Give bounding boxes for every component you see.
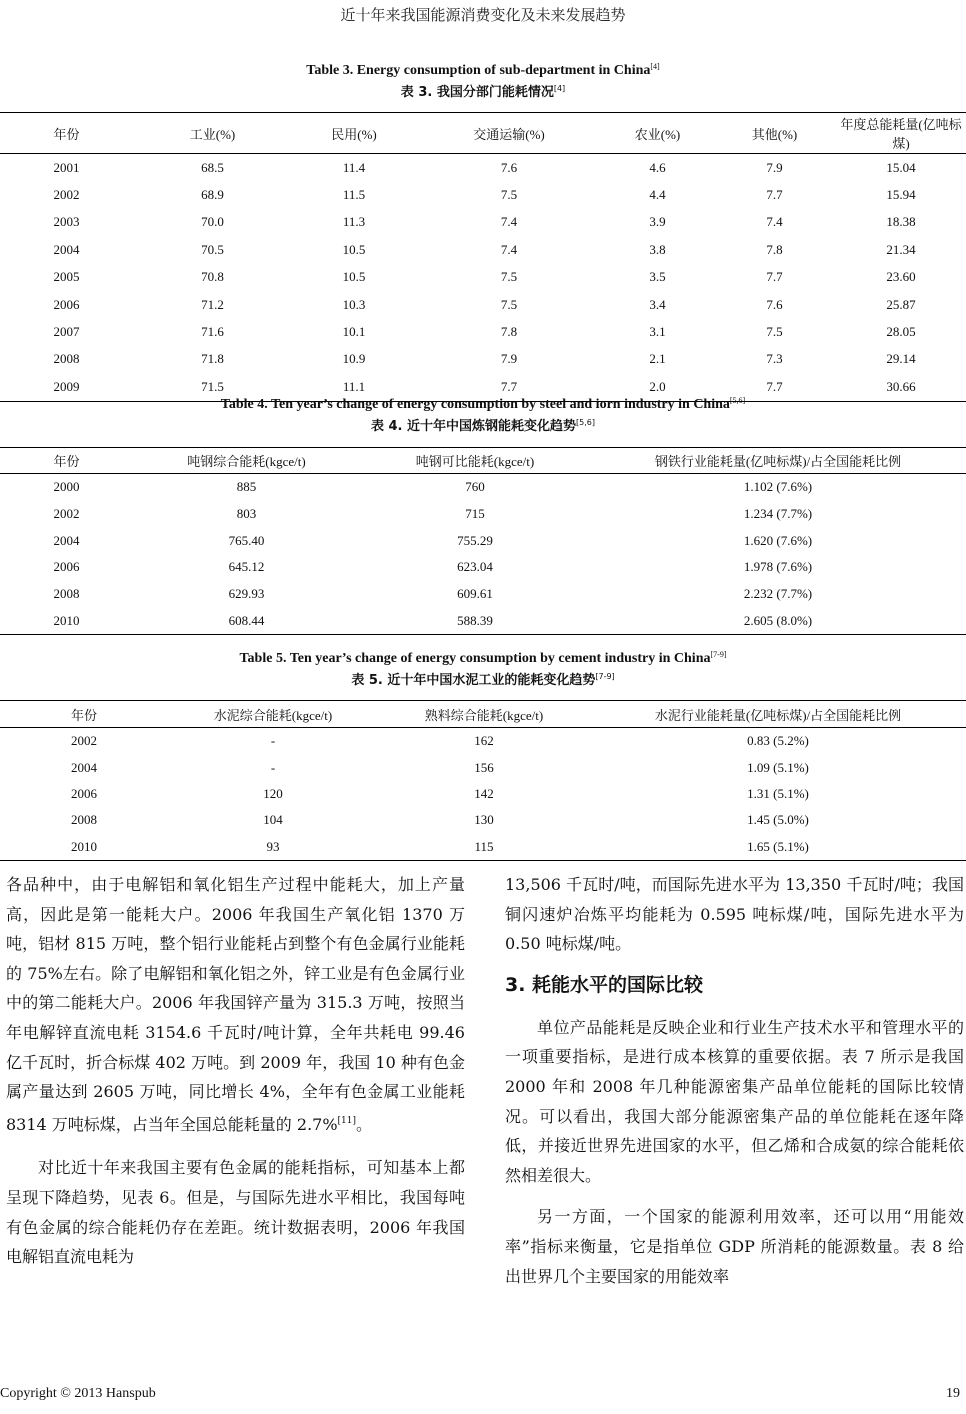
table4 (0, 447, 966, 635)
table-cell: 2010 (0, 834, 168, 861)
table-cell: 2002 (53, 506, 80, 522)
table-cell: 11.1 (292, 373, 416, 401)
table-cell: 7.7 (713, 373, 836, 401)
table-cell: 2.1 (649, 351, 666, 367)
table-row (0, 209, 966, 236)
table5-caption-en-ref: [7-9] (710, 650, 727, 659)
table3-caption-en: Table 3. Energy consumption of sub-department in China (306, 63, 651, 78)
table-row (0, 474, 966, 501)
column-header: 年份 (0, 701, 168, 728)
table-cell: 7.4 (766, 214, 783, 230)
table5 (0, 700, 966, 861)
table-cell: 2.0 (602, 373, 713, 401)
table-cell: 765.40 (228, 532, 265, 548)
table-cell: 2.605 (8.0%) (590, 607, 966, 634)
table-cell: 2010 (0, 607, 133, 634)
table-row (0, 527, 966, 554)
right-paragraph-2: 单位产品能耗是反映企业和行业生产技术水平和管理水平的一项重要指标，是进行成本核算的重要依据。表 7 所示是我国 2000 年和 2008 年几种能源密集产品单位能耗的国际比较情况。可以看出，我国大部分能源密集产品的单位能耗在逐年降低，并接近世界先进国家的水平，但乙烯和合成氨的综合能耗依然相差很大。 (505, 1017, 964, 1185)
left-column (6, 870, 465, 1272)
table4-caption-zh: 表 4. 近十年中国炼钢能耗变化趋势 (370, 419, 577, 434)
table-cell: 2007 (53, 324, 80, 340)
table-cell: 4.6 (649, 159, 666, 175)
table-cell: 10.1 (342, 324, 366, 340)
table-cell: 7.4 (500, 214, 518, 230)
table-cell: 2004 (71, 759, 97, 775)
table-cell: 2000 (53, 479, 80, 495)
table5-caption-zh-ref: [7-9] (595, 672, 615, 681)
table-cell: 3.1 (649, 324, 666, 340)
table5-caption (0, 646, 966, 690)
table-cell: 7.6 (500, 159, 518, 175)
column-header: 工业(%) (133, 113, 292, 154)
table-cell: 120 (263, 785, 283, 801)
table-cell: 142 (474, 785, 494, 801)
table-cell: 2004 (53, 532, 80, 548)
left-paragraph-1-text: 各品种中，由于电解铝和氧化铝生产过程中能耗大，加上产量高，因此是第一能耗大户。2006 年我国生产氧化铝 1370 万吨，铝材 815 万吨，整个铝行业能耗占到整个有色金属行业能耗的 75%左右。除了电解铝和氧化铝之外，锌工业是有色金属行业中的第二能耗大户。2006 年我国锌产量为 315.3 万吨，按照当年电解锌直流电耗 3154.6 千瓦时/吨计算，全年共耗电 99.46 亿千瓦时，折合标煤 402 万吨。到 2009 年，我国 10 种有色金属产量达到 2605 万吨，同比增长 4%，全年有色金属工业能耗 8314 万吨标煤，占当年全国总能耗量的 2.7% (6, 875, 465, 1134)
table-cell: 2009 (0, 373, 133, 401)
citation-ref: [11] (337, 1115, 357, 1126)
table-cell: 7.5 (500, 296, 518, 312)
table-cell: 11.5 (342, 187, 366, 203)
table-cell: 1.620 (7.6%) (743, 532, 813, 548)
table-cell: 71.8 (201, 351, 224, 367)
table-cell: 1.234 (7.7%) (743, 506, 813, 522)
table-cell: 803 (236, 506, 257, 522)
table-cell: 15.04 (886, 159, 916, 175)
table3-header-row (0, 113, 966, 154)
column-header: 交通运输(%) (416, 113, 602, 154)
table-cell: 2006 (53, 559, 80, 575)
table-row (0, 607, 966, 634)
table3-caption-zh: 表 3. 我国分部门能耗情况 (400, 85, 554, 100)
table3-body (0, 154, 966, 402)
table-cell: 645.12 (228, 559, 265, 575)
table-cell: 104 (263, 812, 283, 828)
table5-body (0, 728, 966, 861)
table-cell: 10.5 (342, 241, 366, 257)
column-header: 水泥行业能耗量(亿吨标煤)/占全国能耗比例 (590, 701, 966, 728)
table-cell: 755.29 (457, 532, 493, 548)
table4-body (0, 474, 966, 635)
table-cell: 7.9 (500, 351, 518, 367)
table-row (0, 318, 966, 345)
table-cell: 2002 (53, 187, 80, 203)
table-cell: 71.5 (133, 373, 292, 401)
table-cell: 7.5 (500, 269, 518, 285)
column-header: 吨钢可比能耗(kgce/t) (360, 448, 590, 474)
table-cell: 3.5 (649, 269, 666, 285)
table-cell: 588.39 (360, 607, 590, 634)
table-cell: 11.3 (342, 214, 366, 230)
column-header: 水泥综合能耗(kgce/t) (168, 701, 378, 728)
right-column (505, 870, 964, 1291)
table-cell: 70.5 (201, 241, 224, 257)
table-cell: 4.4 (649, 187, 666, 203)
table-cell: 10.3 (342, 296, 366, 312)
table-cell: 162 (474, 733, 494, 749)
table-row (0, 834, 966, 861)
table-cell: 18.38 (886, 214, 916, 230)
table-cell: 2001 (53, 159, 80, 175)
page-number: 19 (946, 1386, 960, 1401)
column-header: 熟料综合能耗(kgce/t) (378, 701, 590, 728)
table-row (0, 501, 966, 528)
table-cell: 21.34 (886, 241, 916, 257)
table-cell: 1.102 (7.6%) (743, 479, 813, 495)
table-cell: 7.4 (500, 241, 518, 257)
table5-header-row (0, 701, 966, 728)
left-paragraph-1-end: 。 (356, 1114, 373, 1134)
table-cell: 1.09 (5.1%) (747, 759, 809, 775)
column-header: 民用(%) (292, 113, 416, 154)
table3-caption-en-ref: [4] (650, 62, 660, 71)
table-cell: 7.7 (766, 269, 783, 285)
table-row (0, 236, 966, 263)
table-cell: 7.3 (766, 351, 783, 367)
table-cell: 115 (378, 834, 590, 861)
table-cell: 10.9 (342, 351, 366, 367)
table-cell: 71.2 (201, 296, 224, 312)
table-cell: 629.93 (228, 586, 265, 602)
table-cell: 760 (465, 479, 485, 495)
table-cell: 2002 (71, 733, 97, 749)
table-row (0, 346, 966, 373)
footer-copyright: Copyright © 2013 Hanspub (0, 1386, 156, 1401)
table-cell: 2008 (71, 812, 97, 828)
table4-caption-zh-ref: [5,6] (576, 418, 595, 427)
table-cell: 29.14 (886, 351, 916, 367)
table-cell: 609.61 (457, 586, 493, 602)
table-cell: 70.8 (201, 269, 224, 285)
table-row (0, 581, 966, 608)
table-row (0, 264, 966, 291)
table5-caption-en: Table 5. Ten year’s change of energy consumption by cement industry in China (239, 651, 711, 666)
table-cell: 7.5 (500, 187, 518, 203)
left-paragraph-1 (6, 870, 465, 1139)
table-cell: 7.6 (766, 296, 783, 312)
table4-caption (0, 392, 966, 436)
running-header: 近十年来我国能源消费变化及未来发展趋势 (340, 6, 626, 24)
table-cell: 28.05 (886, 324, 916, 340)
table-cell: 68.5 (201, 159, 224, 175)
table-cell: 2003 (53, 214, 80, 230)
table-row (0, 781, 966, 807)
table4-caption-en-ref: [5,6] (729, 396, 746, 405)
table-cell: 2006 (53, 296, 80, 312)
column-header: 农业(%) (602, 113, 713, 154)
column-header: 钢铁行业能耗量(亿吨标煤)/占全国能耗比例 (590, 448, 966, 474)
table-cell: 1.978 (7.6%) (743, 559, 813, 575)
table-cell: - (270, 733, 276, 749)
table-cell: 2005 (53, 269, 80, 285)
table-cell: 3.4 (649, 296, 666, 312)
table4-caption-en: Table 4. Ten year’s change of energy consumption by steel and iorn industry in China (220, 397, 730, 412)
right-paragraph-1: 13,506 千瓦时/吨，而国际先进水平为 13,350 千瓦时/吨；我国铜闪速炉冶炼平均能耗为 0.595 吨标煤/吨，国际先进水平为 0.50 吨标煤/吨。 (505, 875, 964, 954)
table-cell: 156 (474, 759, 494, 775)
table-row (0, 181, 966, 208)
table-cell: 3.9 (649, 214, 666, 230)
table-cell: 93 (168, 834, 378, 861)
column-header: 年份 (0, 113, 133, 154)
left-paragraph-2: 对比近十年来我国主要有色金属的能耗指标，可知基本上都呈现下降趋势，见表 6。但是，与国际先进水平相比，我国每吨有色金属的综合能耗仍存在差距。统计数据表明，2006 年我国电解铝直流电耗为 (6, 1158, 465, 1267)
table-cell: 10.5 (342, 269, 366, 285)
table-row (0, 728, 966, 755)
column-header: 吨钢综合能耗(kgce/t) (133, 448, 360, 474)
table-cell: 2006 (71, 785, 97, 801)
table-cell: 23.60 (886, 269, 916, 285)
table-cell: 7.7 (766, 187, 783, 203)
table3 (0, 112, 966, 402)
table3-caption-zh-ref: [4] (553, 84, 566, 93)
table3-caption (0, 58, 966, 102)
table-cell: 1.31 (5.1%) (747, 785, 809, 801)
column-header: 年度总能耗量(亿吨标煤) (836, 113, 966, 154)
table-cell: 11.4 (342, 159, 366, 175)
table-cell: 70.0 (201, 214, 224, 230)
table-cell: 715 (465, 506, 485, 522)
section-heading: 3. 耗能水平的国际比较 (505, 973, 704, 996)
column-header: 年份 (0, 448, 133, 474)
table-cell: 2.232 (7.7%) (743, 586, 813, 602)
right-paragraph-3: 另一方面，一个国家的能源利用效率，还可以用“用能效率”指标来衡量，它是指单位 GDP 所消耗的能源数量。表 8 给出世界几个主要国家的用能效率 (505, 1207, 964, 1286)
table-cell: 71.6 (201, 324, 224, 340)
table-cell: 1.45 (5.0%) (747, 812, 809, 828)
table-cell: 623.04 (457, 559, 493, 575)
table-cell: 7.5 (766, 324, 783, 340)
column-header: 其他(%) (713, 113, 836, 154)
table-row (0, 154, 966, 182)
table-cell: 7.7 (416, 373, 602, 401)
table5-caption-zh: 表 5. 近十年中国水泥工业的能耗变化趋势 (351, 673, 596, 688)
table-cell: 885 (236, 479, 257, 495)
table-cell: 2008 (53, 586, 80, 602)
table4-header-row (0, 448, 966, 474)
table-row (0, 291, 966, 318)
table-cell: 130 (474, 812, 494, 828)
table-cell: 68.9 (201, 187, 224, 203)
table-cell: 1.65 (5.1%) (590, 834, 966, 861)
table-cell: 608.44 (133, 607, 360, 634)
table-cell: 25.87 (886, 296, 916, 312)
table-cell: 7.8 (766, 241, 783, 257)
table-cell: - (270, 759, 276, 775)
table-cell: 2004 (53, 241, 80, 257)
table-cell: 3.8 (649, 241, 666, 257)
table-row (0, 754, 966, 780)
table-cell: 15.94 (886, 187, 916, 203)
table-cell: 30.66 (836, 373, 966, 401)
table-row (0, 807, 966, 833)
table-cell: 0.83 (5.2%) (747, 733, 809, 749)
table-cell: 7.8 (500, 324, 518, 340)
table-cell: 2008 (53, 351, 80, 367)
table-row (0, 554, 966, 581)
table-cell: 7.9 (766, 159, 783, 175)
